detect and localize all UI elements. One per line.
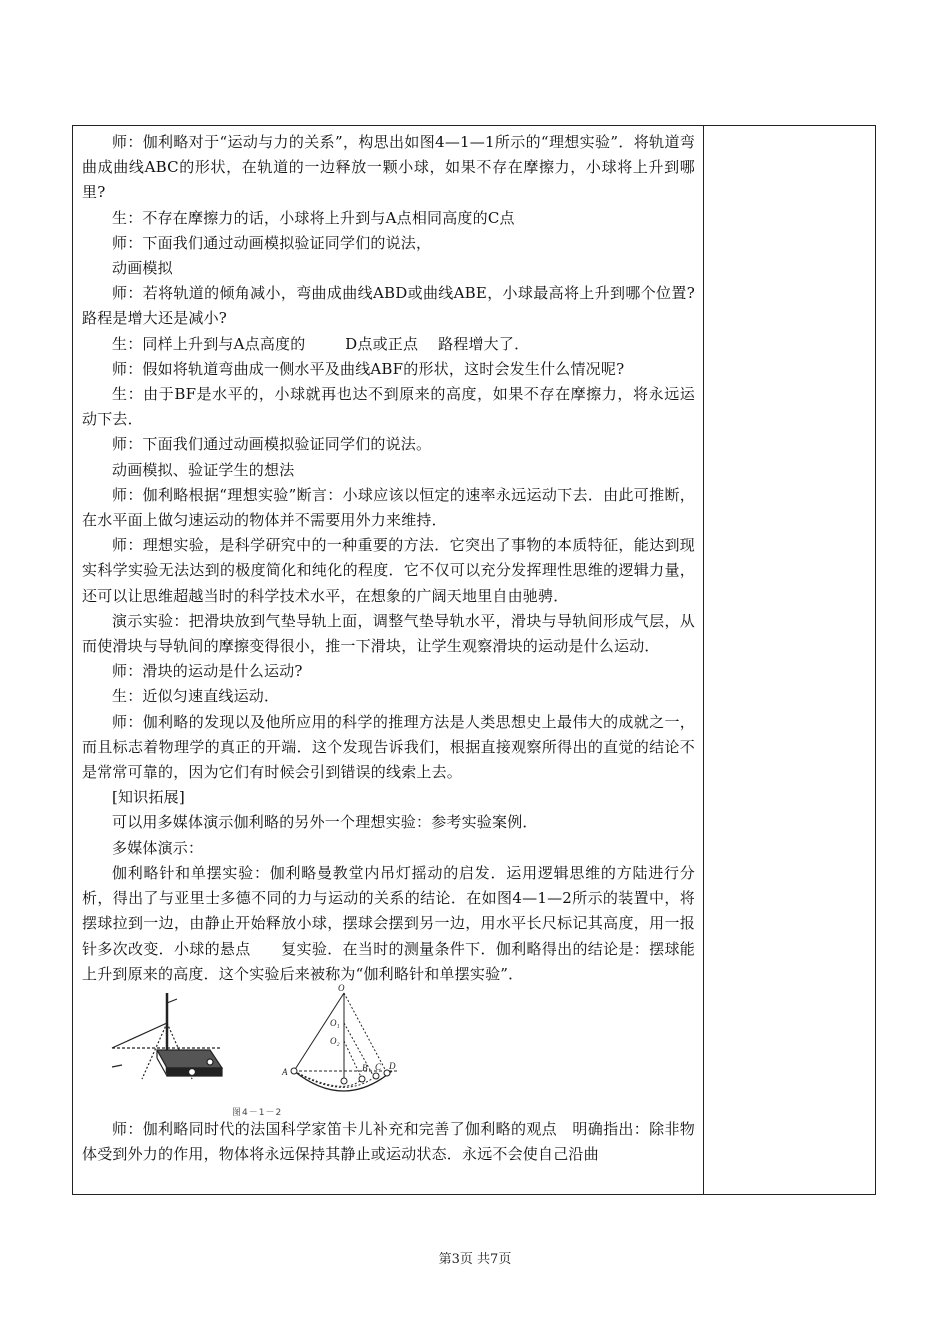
label-A: A bbox=[282, 1066, 288, 1077]
paragraph: 师：若将轨道的倾角减小，弯曲成曲线ABD或曲线ABE，小球最高将上升到哪个位置?路程是增大还是减小? bbox=[82, 284, 695, 328]
paragraph: 动画模拟、验证学生的想法 bbox=[112, 460, 295, 479]
paragraph: 多媒体演示： bbox=[112, 838, 204, 857]
pendulum-figure bbox=[82, 982, 695, 1118]
label-C: C bbox=[375, 1061, 382, 1072]
paragraph: 生：由于BF是水平的，小球就再也达不到原来的高度，如果不存在摩擦力，将永远运动下去． bbox=[82, 385, 695, 429]
pendulum-swing-diagram bbox=[291, 993, 397, 1091]
label-O1: O₁ bbox=[330, 1017, 340, 1028]
paragraph: 师：假如将轨道弯曲成一侧水平及曲线ABF的形状，这时会发生什么情况呢? bbox=[112, 359, 625, 378]
paragraph: 演示实验：把滑块放到气垫导轨上面，调整气垫导轨水平，滑块与导轨间形成气层，从而使滑块与导轨间的摩擦变得很小，推一下滑块，让学生观察滑块的运动是什么运动． bbox=[82, 611, 695, 656]
paragraph: 生：近似匀速直线运动． bbox=[112, 687, 280, 706]
notes-column bbox=[704, 126, 875, 1194]
paragraph: 伽利略针和单摆实验：伽利略曼教堂内吊灯摇动的启发．运用逻辑思维的方陆进行分析，得出了与亚里士多德不同的力与运动的关系的结论．在如图4—1—2所示的装置中，将摆球拉到一边，由静止开始释放小球，摆球会摆到另一边，用水平长尺标记其高度，用一报针多次改变．小球的悬点 复实验．在当时的测量条件下．伽利略得出的结论是：摆球能上升到原来的高度．这个实验后来被称为“伽利略针和单摆实验”． bbox=[82, 863, 695, 983]
paragraph: 师：滑块的运动是什么运动? bbox=[112, 662, 303, 681]
paragraph: [知识拓展] bbox=[112, 788, 185, 807]
pin-pendulum-apparatus bbox=[112, 993, 222, 1079]
paragraph: 师：伽利略根据“理想实验”断言：小球应该以恒定的速率永远运动下去．由此可推断，在水平面上做匀速运动的物体并不需要用外力来维持． bbox=[82, 485, 695, 530]
paragraph: 生：不存在摩擦力的话，小球将上升到与A点相同高度的C点 bbox=[112, 208, 515, 227]
label-D: D bbox=[389, 1060, 396, 1071]
paragraphs-before bbox=[82, 130, 695, 987]
paragraph: 动画模拟 bbox=[112, 259, 173, 278]
content-column bbox=[73, 126, 704, 1194]
label-O2: O₂ bbox=[330, 1035, 340, 1046]
paragraph: 可以用多媒体演示伽利略的另外一个理想实验：参考实验案例． bbox=[112, 813, 538, 832]
paragraph: 师：理想实验，是科学研究中的一种重要的方法．它突出了事物的本质特征，能达到现实科学实验无法达到的极度简化和纯化的程度．它不仅可以充分发挥理性思维的逻辑力量，还可以让思维超越当时的科学技术水平，在想象的广阔天地里自由驰骋． bbox=[82, 536, 695, 605]
page-footer: 第3页 共7页 bbox=[438, 1252, 512, 1267]
paragraph: 生：同样上升到与A点高度的 D点或正点 路程增大了． bbox=[112, 334, 530, 353]
pendulum-diagram bbox=[82, 982, 682, 1117]
label-O: O bbox=[338, 982, 345, 993]
paragraphs-after bbox=[82, 1117, 695, 1167]
paragraph: 师：伽利略的发现以及他所应用的科学的推理方法是人类思想史上最伟大的成就之一，而且标志着物理学的真正的开端．这个发现告诉我们，根据直接观察所得出的直觉的结论不是常常可靠的，因为它们有时候会引到错误的线索上去。 bbox=[82, 712, 695, 782]
paragraph: 师：伽利略同时代的法国科学家笛卡儿补充和完善了伽利略的观点 明确指出：除非物体受到外力的作用，物体将永远保持其静止或运动状态．永远不会使自己沿曲 bbox=[82, 1119, 695, 1164]
paragraph: 师：下面我们通过动画模拟验证同学们的说法， bbox=[112, 233, 432, 252]
label-B: B bbox=[362, 1062, 368, 1073]
lesson-table bbox=[72, 125, 876, 1195]
paragraph: 师：伽利略对于“运动与力的关系”，构思出如图4—1—1所示的“理想实验”．将轨道弯曲成曲线ABC的形状，在轨道的一边释放一颗小球，如果不存在摩擦力，小球将上升到哪里? bbox=[82, 133, 695, 202]
figure-caption: 图4－1－2 bbox=[232, 1107, 283, 1118]
paragraph: 师：下面我们通过动画模拟验证同学们的说法。 bbox=[112, 435, 432, 454]
